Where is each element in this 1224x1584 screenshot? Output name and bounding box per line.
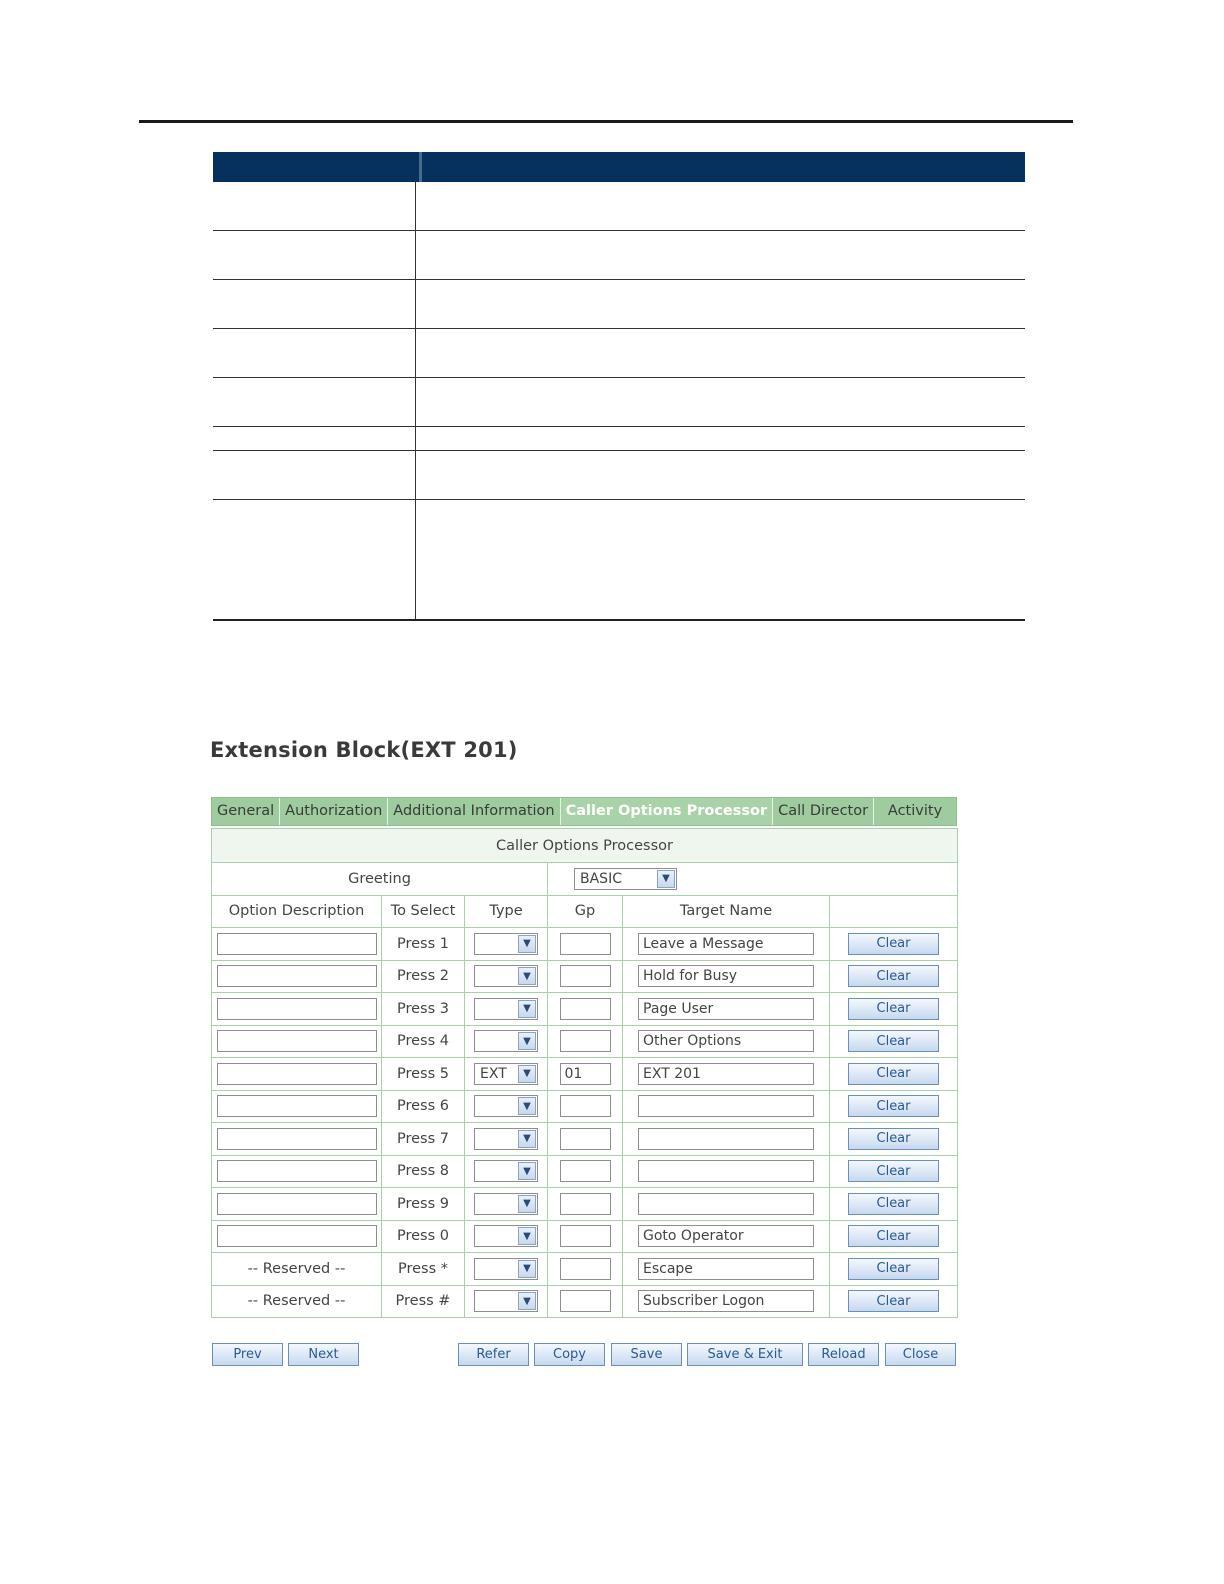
target-name-input[interactable]	[638, 1290, 814, 1312]
column-header-gp: Gp	[548, 895, 623, 928]
option-description-input[interactable]	[217, 1095, 377, 1117]
next-button[interactable]: Next	[288, 1343, 359, 1366]
option-row	[212, 1155, 958, 1188]
clear-button[interactable]: Clear	[848, 1258, 939, 1280]
description-table-row	[213, 451, 1025, 500]
option-description-input[interactable]	[217, 933, 377, 955]
clear-button[interactable]: Clear	[848, 1128, 939, 1150]
type-select-value: EXT	[480, 1065, 507, 1082]
type-select[interactable]	[474, 1063, 538, 1085]
clear-button[interactable]: Clear	[848, 1063, 939, 1085]
target-name-input[interactable]	[638, 1160, 814, 1182]
to-select-label: Press #	[382, 1285, 465, 1318]
tab-call-director[interactable]: Call Director	[773, 798, 874, 825]
option-description-input[interactable]	[217, 1225, 377, 1247]
option-description-input[interactable]	[217, 1128, 377, 1150]
option-row	[212, 1058, 958, 1091]
close-button[interactable]: Close	[885, 1343, 956, 1366]
option-row	[212, 1220, 958, 1253]
target-name-input[interactable]	[638, 965, 814, 987]
option-row	[212, 1285, 958, 1318]
description-table-row	[213, 378, 1025, 427]
chevron-down-icon: ▼	[518, 1000, 536, 1018]
description-table-header	[213, 152, 1025, 182]
gp-input[interactable]	[560, 965, 611, 987]
type-select[interactable]	[474, 965, 538, 987]
gp-input[interactable]	[560, 1160, 611, 1182]
target-name-input[interactable]	[638, 1225, 814, 1247]
option-row	[212, 1123, 958, 1156]
column-header-to-select: To Select	[382, 895, 465, 928]
clear-button[interactable]: Clear	[848, 1225, 939, 1247]
description-table-row	[213, 280, 1025, 329]
option-row	[212, 960, 958, 993]
target-name-input[interactable]	[638, 1258, 814, 1280]
gp-input[interactable]	[560, 1030, 611, 1052]
chevron-down-icon: ▼	[518, 1032, 536, 1050]
description-table-row	[213, 329, 1025, 378]
caller-options-table	[211, 828, 958, 1318]
to-select-label: Press 4	[382, 1025, 465, 1058]
to-select-label: Press 6	[382, 1090, 465, 1123]
option-row	[212, 993, 958, 1026]
type-select[interactable]	[474, 1290, 538, 1312]
to-select-label: Press 5	[382, 1058, 465, 1091]
chevron-down-icon: ▼	[518, 935, 536, 953]
clear-button[interactable]: Clear	[848, 1193, 939, 1215]
page-header-rule	[139, 120, 1073, 123]
column-header-actions	[830, 895, 958, 928]
to-select-label: Press 0	[382, 1220, 465, 1253]
to-select-label: Press 9	[382, 1188, 465, 1221]
target-name-input[interactable]	[638, 1193, 814, 1215]
gp-input[interactable]	[560, 1095, 611, 1117]
tab-activity[interactable]: Activity	[887, 803, 943, 819]
type-select[interactable]	[474, 933, 538, 955]
chevron-down-icon: ▼	[518, 1227, 536, 1245]
option-description-input[interactable]	[217, 1030, 377, 1052]
gp-input[interactable]	[560, 1128, 611, 1150]
description-table	[213, 152, 1025, 621]
clear-button[interactable]: Clear	[848, 933, 939, 955]
column-header-target-name: Target Name	[623, 895, 830, 928]
greeting-select-value: BASIC	[580, 870, 622, 887]
gp-input[interactable]	[560, 1290, 611, 1312]
target-name-input[interactable]	[638, 1030, 814, 1052]
to-select-label: Press 1	[382, 928, 465, 961]
refer-button[interactable]: Refer	[458, 1343, 529, 1366]
option-description-input[interactable]	[217, 965, 377, 987]
gp-input[interactable]	[560, 998, 611, 1020]
tab-additional-information[interactable]: Additional Information	[388, 798, 560, 825]
copy-button[interactable]: Copy	[534, 1343, 605, 1366]
target-name-input[interactable]	[638, 1095, 814, 1117]
type-select[interactable]	[474, 1030, 538, 1052]
chevron-down-icon: ▼	[518, 1097, 536, 1115]
option-row	[212, 1090, 958, 1123]
type-select[interactable]	[474, 1160, 538, 1182]
tab-bar	[211, 797, 957, 826]
chevron-down-icon: ▼	[518, 1162, 536, 1180]
gp-input[interactable]	[560, 1225, 611, 1247]
option-row	[212, 1025, 958, 1058]
option-row	[212, 1188, 958, 1221]
tab-caller-options-processor[interactable]: Caller Options Processor	[561, 798, 774, 825]
chevron-down-icon: ▼	[518, 1195, 536, 1213]
greeting-select[interactable]	[574, 868, 677, 890]
chevron-down-icon: ▼	[518, 1260, 536, 1278]
to-select-label: Press *	[382, 1253, 465, 1286]
section-caption: Caller Options Processor	[212, 829, 958, 863]
target-name-input[interactable]	[638, 933, 814, 955]
to-select-label: Press 2	[382, 960, 465, 993]
clear-button[interactable]: Clear	[848, 965, 939, 987]
chevron-down-icon: ▼	[518, 1292, 536, 1310]
option-row	[212, 1253, 958, 1286]
to-select-label: Press 7	[382, 1123, 465, 1156]
target-name-input[interactable]	[638, 998, 814, 1020]
option-description-input[interactable]	[217, 1160, 377, 1182]
chevron-down-icon: ▼	[518, 1130, 536, 1148]
greeting-label: Greeting	[212, 863, 548, 896]
description-table-row	[213, 500, 1025, 621]
reload-button[interactable]: Reload	[808, 1343, 879, 1366]
type-select[interactable]	[474, 998, 538, 1020]
option-description-text: -- Reserved --	[212, 1253, 382, 1286]
clear-button[interactable]: Clear	[848, 1030, 939, 1052]
to-select-label: Press 3	[382, 993, 465, 1026]
target-name-input[interactable]	[638, 1128, 814, 1150]
target-name-input[interactable]	[638, 1063, 814, 1085]
column-header-option-description: Option Description	[212, 895, 382, 928]
gp-input[interactable]	[560, 1193, 611, 1215]
gp-input[interactable]	[560, 1063, 611, 1085]
clear-button[interactable]: Clear	[848, 1160, 939, 1182]
save-button[interactable]: Save	[611, 1343, 682, 1366]
type-select[interactable]	[474, 1258, 538, 1280]
option-description-input[interactable]	[217, 1063, 377, 1085]
gp-input[interactable]	[560, 933, 611, 955]
chevron-down-icon: ▼	[518, 967, 536, 985]
option-row	[212, 928, 958, 961]
description-table-row	[213, 182, 1025, 231]
type-select[interactable]	[474, 1225, 538, 1247]
type-select[interactable]	[474, 1128, 538, 1150]
option-description-input[interactable]	[217, 998, 377, 1020]
tab-authorization[interactable]: Authorization	[280, 798, 388, 825]
page-title: Extension Block(EXT 201)	[210, 738, 518, 762]
chevron-down-icon: ▼	[657, 870, 675, 888]
tab-general[interactable]: General	[212, 798, 280, 825]
type-select[interactable]	[474, 1095, 538, 1117]
option-description-text: -- Reserved --	[212, 1285, 382, 1318]
type-select[interactable]	[474, 1193, 538, 1215]
chevron-down-icon: ▼	[518, 1065, 536, 1083]
description-table-row	[213, 231, 1025, 280]
clear-button[interactable]: Clear	[848, 1095, 939, 1117]
column-header-type: Type	[465, 895, 548, 928]
gp-input[interactable]	[560, 1258, 611, 1280]
description-table-row	[213, 427, 1025, 451]
clear-button[interactable]: Clear	[848, 998, 939, 1020]
option-description-input[interactable]	[217, 1193, 377, 1215]
to-select-label: Press 8	[382, 1155, 465, 1188]
clear-button[interactable]: Clear	[848, 1290, 939, 1312]
save-exit-button[interactable]: Save & Exit	[687, 1343, 803, 1366]
prev-button[interactable]: Prev	[212, 1343, 283, 1366]
